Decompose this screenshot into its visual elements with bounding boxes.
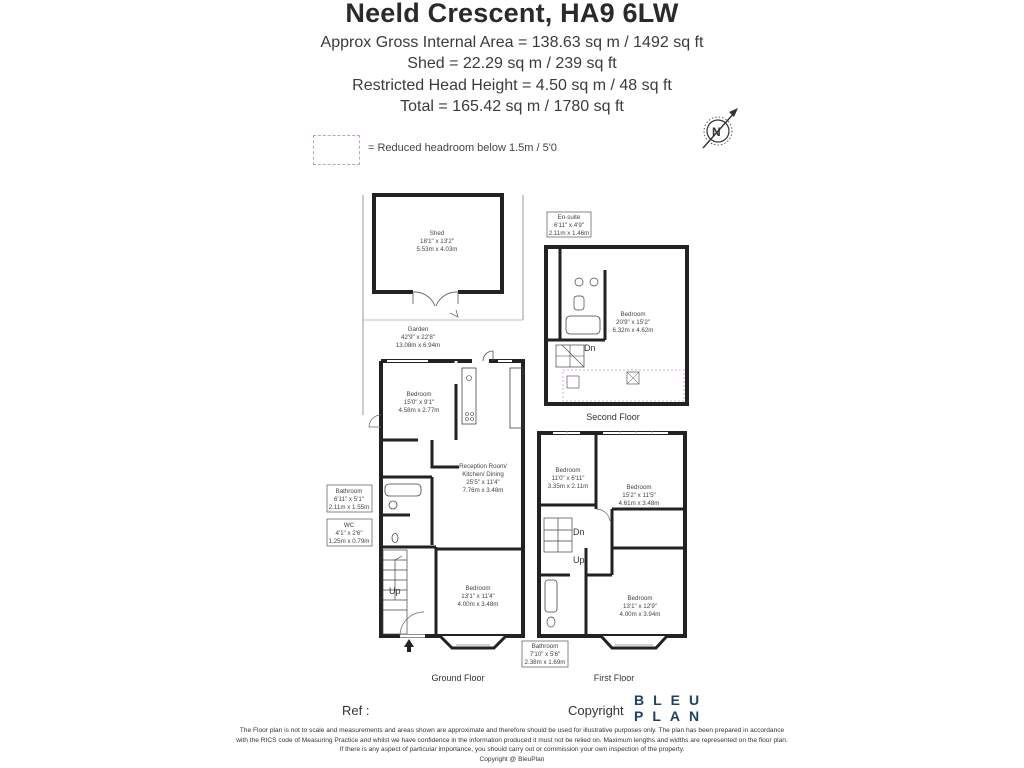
gf-front-bedroom-label: Bedroom bbox=[465, 585, 491, 592]
gf-front-bedroom-dim-metric: 4.00m x 3.48m bbox=[457, 601, 499, 608]
gf-stairs-up-label: Up bbox=[389, 586, 401, 596]
sf-bedroom-label: Bedroom bbox=[620, 311, 646, 318]
gf-rear-bedroom-label: Bedroom bbox=[406, 391, 432, 398]
garden-dim-imperial: 42'9" x 22'8" bbox=[401, 334, 435, 341]
ff-front-bedroom-label: Bedroom bbox=[627, 595, 653, 602]
page-title: Neeld Crescent, HA9 6LW bbox=[345, 0, 679, 28]
reception-label-line1: Reception Room/ bbox=[459, 463, 507, 470]
ff-front-bedroom-dim-imperial: 13'1" x 12'9" bbox=[623, 603, 657, 610]
garden-label: Garden bbox=[407, 326, 429, 333]
second-floor-label: Second Floor bbox=[586, 412, 640, 422]
disclaimer-line: with the RICS code of Measuring Practice and whilst we have confidence in the information produced it must not be relied on. Maximum lengths and widths are represented on the floor plan. bbox=[236, 737, 788, 744]
sf-bedroom-dim-metric: 6.32m x 4.62m bbox=[612, 327, 654, 334]
first-floor-label: First Floor bbox=[593, 673, 635, 683]
reception-dim-metric: 7.76m x 3.48m bbox=[462, 487, 504, 494]
garden-area bbox=[363, 195, 523, 415]
brand-logo-line1: BLEU bbox=[634, 692, 709, 708]
gf-bathroom-dim-metric: 2.11m x 1.55m bbox=[328, 504, 370, 511]
ff-stairs-down-label: Dn bbox=[573, 527, 585, 537]
ff-front-bedroom-dim-metric: 4.00m x 3.94m bbox=[619, 611, 661, 618]
restricted-head-height-area: Restricted Head Height = 4.50 sq m / 48 sq ft bbox=[352, 77, 672, 94]
sf-stairs-down-label: Dn bbox=[584, 343, 596, 353]
gross-internal-area: Approx Gross Internal Area = 138.63 sq m / 1492 sq ft bbox=[320, 34, 704, 51]
entrance-arrow-icon bbox=[404, 639, 414, 652]
second-floor-plan bbox=[546, 212, 687, 422]
ff-bathroom-dim-metric: 2.38m x 1.69m bbox=[524, 659, 566, 666]
gf-rear-bedroom-dim-imperial: 15'0" x 9'1" bbox=[403, 399, 435, 406]
disclaimer-line: If there is any aspect of particular importance, you should carry out or commission your own inspection of the property. bbox=[339, 746, 685, 753]
ground-floor-label: Ground Floor bbox=[431, 673, 485, 683]
wc-label: WC bbox=[343, 522, 355, 529]
ff-rear-bedroom-dim-imperial: 15'2" x 11'5" bbox=[622, 492, 656, 499]
ff-small-bedroom-dim-metric: 3.35m x 2.11m bbox=[547, 483, 589, 490]
ensuite-label: En-suite bbox=[557, 214, 581, 221]
gf-bathroom-dim-imperial: 6'11" x 5'1" bbox=[333, 496, 365, 503]
disclaimer-copyright: Copyright @ BleuPlan bbox=[479, 756, 545, 763]
shed-label: Shed bbox=[429, 230, 445, 237]
compass-north-letter: N bbox=[712, 125, 721, 139]
gf-front-bedroom-dim-imperial: 13'1" x 11'4" bbox=[461, 593, 495, 600]
ff-rear-bedroom-label: Bedroom bbox=[626, 484, 652, 491]
brand-logo-line2: PLAN bbox=[634, 708, 709, 724]
reduced-headroom-legend-text: = Reduced headroom below 1.5m / 5'0 bbox=[368, 142, 557, 154]
total-area: Total = 165.42 sq m / 1780 sq ft bbox=[400, 98, 624, 115]
shed-dim-metric: 5.53m x 4.03m bbox=[416, 246, 458, 253]
garden-dim-metric: 13.08m x 6.94m bbox=[395, 342, 441, 349]
ff-small-bedroom-dim-imperial: 11'0" x 6'11" bbox=[551, 475, 585, 482]
reception-label-line2: Kitchen/ Dining bbox=[462, 471, 504, 478]
ff-small-bedroom-label: Bedroom bbox=[555, 467, 581, 474]
ff-stairs-up-label: Up bbox=[573, 555, 585, 565]
first-floor-plan bbox=[522, 431, 685, 683]
north-arrow-icon bbox=[703, 108, 738, 148]
shed-dim-imperial: 18'1" x 13'2" bbox=[420, 238, 454, 245]
wc-dim-imperial: 4'1" x 2'6" bbox=[335, 530, 363, 537]
reception-dim-imperial: 25'5" x 11'4" bbox=[466, 479, 500, 486]
wc-dim-metric: 1.25m x 0.79m bbox=[328, 538, 370, 545]
copyright-label: Copyright bbox=[568, 703, 624, 718]
reference-label: Ref : bbox=[342, 703, 370, 718]
ff-rear-bedroom-dim-metric: 4.61m x 3.48m bbox=[618, 500, 660, 507]
disclaimer-line: The Floor plan is not to scale and measurements and areas shown are approximate and therefore should be used for illustrative purposes only. The plan has been prepared in accordance bbox=[239, 727, 785, 734]
shed bbox=[374, 195, 502, 317]
ensuite-dim-imperial: 6'11" x 4'9" bbox=[553, 222, 585, 229]
ground-floor-plan bbox=[327, 351, 523, 683]
sf-bedroom-dim-imperial: 20'9" x 15'2" bbox=[616, 319, 650, 326]
ensuite-dim-metric: 2.11m x 1.46m bbox=[548, 230, 590, 237]
gf-rear-bedroom-dim-metric: 4.58m x 2.77m bbox=[398, 407, 440, 414]
ff-bathroom-label: Bathroom bbox=[531, 643, 559, 650]
shed-area: Shed = 22.29 sq m / 239 sq ft bbox=[407, 55, 617, 72]
gf-bathroom-label: Bathroom bbox=[335, 488, 363, 495]
ff-bathroom-dim-imperial: 7'10" x 5'6" bbox=[529, 651, 561, 658]
